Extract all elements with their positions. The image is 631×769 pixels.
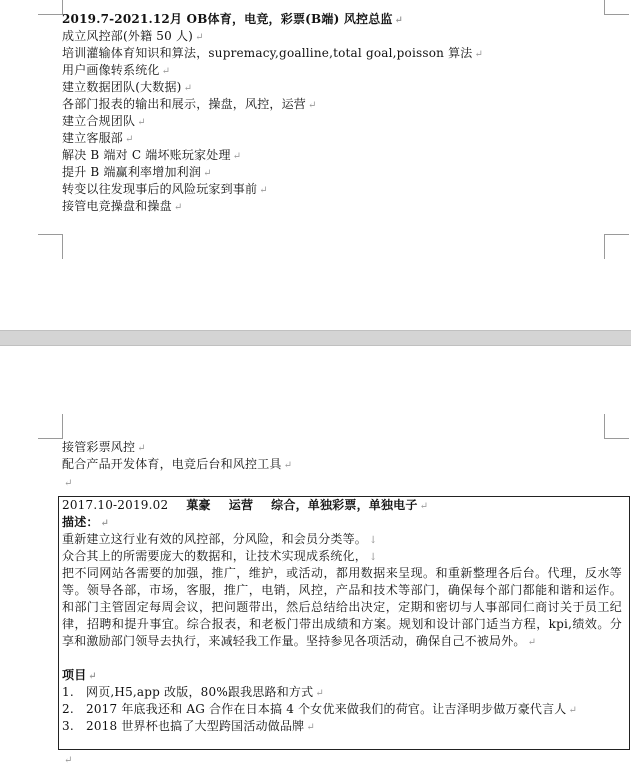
text-line: 培训灌输体育知识和算法，supremacy,goalline,total goal,poisson 算法 ↵	[62, 46, 484, 60]
text-line: 建立数据团队(大数据) ↵	[62, 80, 193, 94]
text-line: 配合产品开发体育，电竞后台和风控工具 ↵	[62, 457, 293, 471]
projects-label: 项目 ↵	[62, 668, 97, 682]
job-period: 2017.10-2019.02	[62, 498, 169, 512]
text-line: 接管彩票风控 ↵	[62, 440, 146, 454]
text-line: 各部门报表的输出和展示，操盘，风控，运营 ↵	[62, 97, 317, 111]
text-line: 建立客服部 ↵	[62, 131, 134, 145]
text-line: 建立合规团队 ↵	[62, 114, 146, 128]
empty-paragraph: ↵	[64, 755, 73, 766]
text-line: 提升 B 端赢利率增加利润 ↵	[62, 165, 212, 179]
job-scope: 综合，单独彩票，单独电子	[271, 498, 418, 512]
job-table-box	[58, 496, 630, 750]
page-gap	[0, 330, 631, 346]
desc-label: 描述： ↵	[62, 515, 110, 529]
crop-mark	[604, 234, 629, 259]
project-item: 1. 网页,H5,app 改版，80%跟我思路和方式 ↵	[62, 685, 324, 699]
text-line: 成立风控部(外籍 50 人) ↵	[62, 29, 204, 43]
desc-paragraph: 把不同网站各需要的加强，推广，维护，或活动，都用数据来呈现。和重新整理各后台。代理，反水等等。领导各部，市场，客服，推广，电销，风控，产品和技术等部门，确保每个部门都能和谐和运作。和部门主管固定每周会议，把问题带出，然后总结给出决定，定期和密切与人事部同仁商讨关于员工纪律，招聘和提升事宜。综合报表，和老板门带出成绩和方案。规划和设计部门适当方程，kpi,绩效。分享和激励部门领导去执行，来减轻我工作量。坚持参见各项活动，确保自己不被局外。 ↵	[62, 566, 622, 648]
desc-line: 众合其上的所需要庞大的数据和，让技术实现成系统化， ↓	[62, 549, 378, 563]
document-page-2	[0, 346, 631, 766]
job-title-line: 2017.10-2019.02 菓豪 运营 综合，单独彩票，单独电子 ↵	[62, 498, 429, 512]
project-item: 2. 2017 年底我还和 AG 合作在日本搞 4 个女优来做我们的荷官。让吉泽明步做万豪代言人 ↵	[62, 702, 578, 716]
crop-mark	[38, 414, 63, 439]
text-line: 用户画像转系统化 ↵	[62, 63, 171, 77]
job-company: 菓豪	[186, 498, 211, 512]
job-heading: 2019.7-2021.12月 OB体育，电竞，彩票(B端) 风控总监 ↵	[62, 12, 404, 26]
project-item: 3. 2018 世界杯也搞了大型跨国活动做品牌 ↵	[62, 719, 315, 733]
crop-mark	[604, 0, 629, 15]
crop-mark	[38, 0, 63, 15]
text-line: 转变以往发现事后的风险玩家到事前 ↵	[62, 182, 268, 196]
document-page-1	[0, 0, 631, 330]
text-line: 接管电竞操盘和操盘 ↵	[62, 199, 183, 213]
desc-line: 重新建立这行业有效的风控部，分风险，和会员分类等。 ↓	[62, 532, 378, 546]
crop-mark	[604, 414, 629, 439]
empty-paragraph: ↵	[64, 478, 73, 489]
job-role: 运营	[228, 498, 254, 512]
crop-mark	[38, 234, 63, 259]
text-line: 解决 B 端对 C 端坏账玩家处理 ↵	[62, 148, 242, 162]
